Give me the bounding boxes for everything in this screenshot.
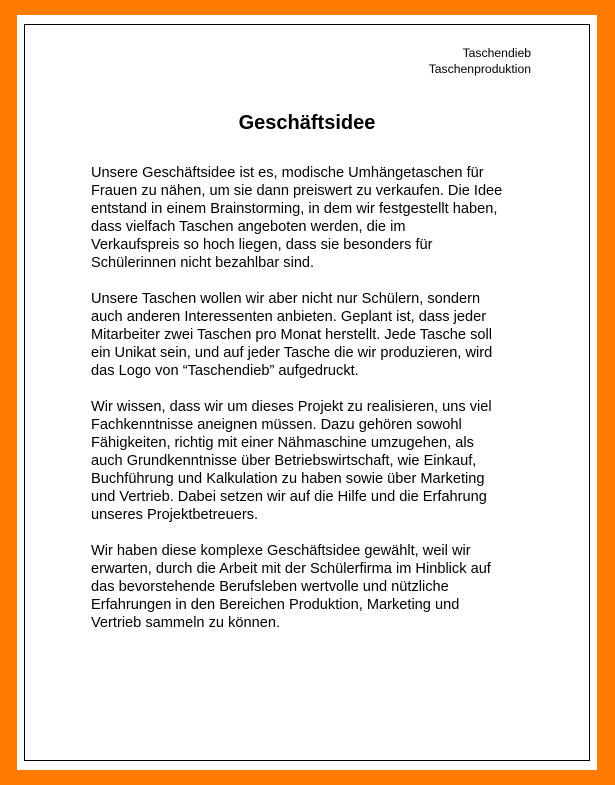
header-company-name: Taschendieb [462, 46, 531, 60]
paragraph-2: Unsere Taschen wollen wir aber nicht nur Schülern, sondern auch anderen Interessenten anbieten. Geplant ist, dass jeder Mitarbeiter zwei Taschen pro Monat herstellt. Jede Tasche soll ein Unikat sein, und auf jeder Tasche die wir produzieren, wird das Logo von “Taschendieb” aufgedruckt. [91, 291, 493, 379]
paragraph-1: Unsere Geschäftsidee ist es, modische Umhängetaschen für Frauen zu nähen, um sie dann preiswert zu verkaufen. Die Idee entstand in einem Brainstorming, in dem wir festgestellt haben, dass vielfach Taschen angeboten werden, die im Verkaufspreis so hoch liegen, dass sie besonders für Schülerinnen nicht bezahlbar sind. [91, 165, 503, 271]
paragraph-3: Wir wissen, dass wir um dieses Projekt zu realisieren, uns viel Fachkenntnisse aneignen müssen. Dazu gehören sowohl Fähigkeiten, richtig mit einer Nähmaschine umzugehen, als auch Grundkenntnisse über Betriebswirtschaft, wie Einkauf, Buchführung und Kalkulation zu haben sowie über Marketing und Vertrieb. Dabei setzen wir auf die Hilfe und die Erfahrung unseres Projektbetreuers. [91, 399, 492, 523]
header-block [429, 45, 531, 77]
header-subtitle: Taschenproduktion [428, 62, 531, 76]
document-page [17, 15, 597, 770]
body-text [91, 164, 531, 650]
paragraph-4: Wir haben diese komplexe Geschäftsidee gewählt, weil wir erwarten, durch die Arbeit mit der Schülerfirma im Hinblick auf das bevorstehende Berufsleben wertvolle und nützliche Erfahrungen in den Bereichen Produktion, Marketing und Vertrieb sammeln zu können. [91, 543, 491, 631]
page-title: Geschäftsidee [238, 112, 376, 134]
